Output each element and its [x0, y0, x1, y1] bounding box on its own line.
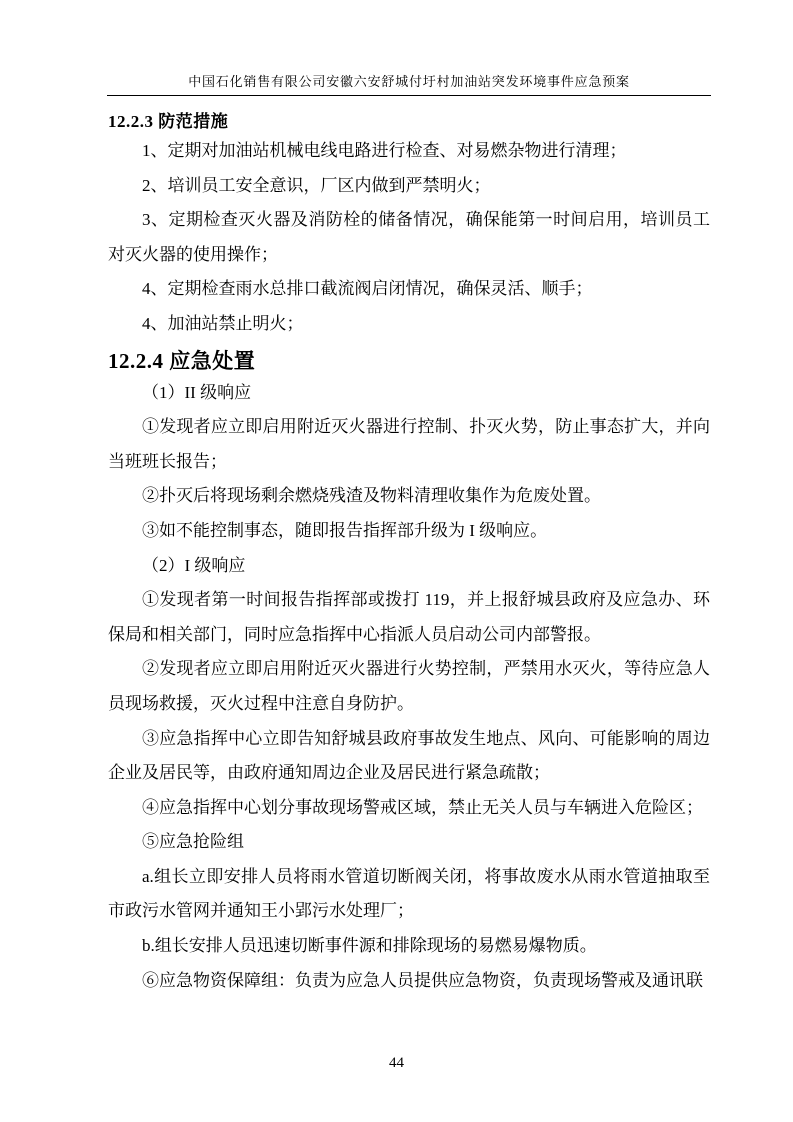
list-item: 2、培训员工安全意识，厂区内做到严禁明火；: [142, 175, 491, 195]
paragraph: ③如不能控制事态，随即报告指挥部升级为 I 级响应。: [142, 520, 548, 540]
paragraph: ③应急指挥中心立即告知舒城县政府事故发生地点、风向、可能影响的周边企业及居民等，由政府通知周边企业及居民进行紧急疏散；: [108, 728, 710, 783]
paragraph: ①发现者第一时间报告指挥部或拨打 119，并上报舒城县政府及应急办、环保局和相关部门，同时应急指挥中心指派人员启动公司内部警报。: [108, 590, 710, 644]
list-item: 4、加油站禁止明火；: [142, 313, 304, 333]
page-number: 44: [389, 1055, 404, 1071]
paragraph: ④应急指挥中心划分事故现场警戒区域，禁止无关人员与车辆进入危险区；: [142, 797, 703, 817]
list-item: 3、定期检查灭火器及消防栓的储备情况，确保能第一时间启用，培训员工对灭火器的使用操作；: [108, 210, 710, 264]
paragraph: ⑥应急物资保障组：负责为应急人员提供应急物资，负责现场警戒及通讯联: [142, 970, 703, 990]
paragraph: ①发现者应立即启用附近灭火器进行控制、扑灭火势，防止事态扩大，并向当班班长报告；: [108, 417, 710, 471]
paragraph: ⑤应急抢险组: [142, 832, 244, 852]
paragraph: ②发现者应立即启用附近灭火器进行火势控制，严禁用水灭火，等待应急人员现场救援，灭火过程中注意自身防护。: [108, 659, 710, 713]
list-item: 4、定期检查雨水总排口截流阀启闭情况，确保灵活、顺手；: [142, 279, 593, 299]
paragraph: （2）I 级响应: [142, 555, 246, 575]
paragraph: （1）II 级响应: [142, 382, 252, 402]
document-body: [108, 96, 710, 998]
document-header-title: 中国石化销售有限公司安徽六安舒城付圩村加油站突发环境事件应急预案: [107, 0, 711, 96]
paragraph: ②扑灭后将现场剩余燃烧残渣及物料清理收集作为危废处置。: [142, 486, 601, 506]
page-header: [107, 0, 711, 96]
page-footer: [0, 1055, 793, 1071]
paragraph: a.组长立即安排人员将雨水管道切断阀关闭，将事故废水从雨水管道抽取至市政污水管网并通知王小郢污水处理厂；: [108, 866, 710, 921]
paragraph: b.组长安排人员迅速切断事件源和排除现场的易燃易爆物质。: [142, 936, 597, 956]
section-heading-12-2-3: 12.2.3 防范措施: [108, 112, 229, 131]
list-item: 1、定期对加油站机械电线电路进行检查、对易燃杂物进行清理；: [142, 141, 627, 160]
section-heading-12-2-4: 12.2.4 应急处置: [108, 348, 256, 373]
